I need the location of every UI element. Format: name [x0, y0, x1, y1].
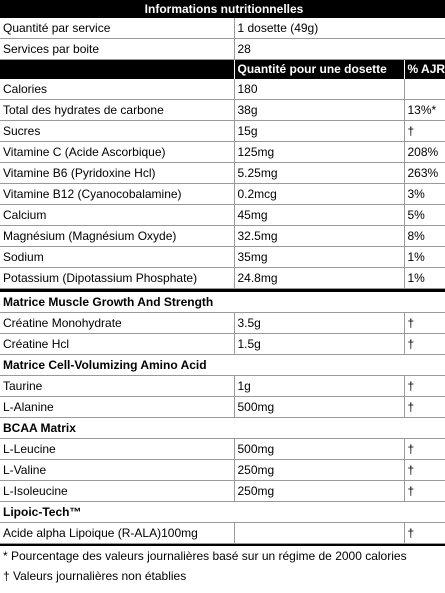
ingredient-ajr: † [404, 439, 445, 460]
ingredient-row [0, 460, 445, 481]
ingredient-ajr: † [404, 523, 445, 544]
nutrient-row [0, 226, 445, 247]
ingredient-row [0, 523, 445, 544]
nutrient-ajr: 13%* [404, 100, 445, 121]
nutrient-row [0, 79, 445, 100]
section-title-row [0, 355, 445, 376]
column-header-row [0, 60, 445, 80]
nutrient-name: Magnésium (Magnésium Oxyde) [0, 226, 234, 247]
ingredient-quantity: 250mg [234, 481, 404, 502]
service-row [0, 18, 445, 39]
nutrient-ajr: 208% [404, 142, 445, 163]
ingredient-ajr: † [404, 313, 445, 334]
nutrient-ajr: 5% [404, 205, 445, 226]
nutrient-ajr [404, 79, 445, 100]
service-label: Services par boite [0, 39, 234, 60]
footnote-ajr-basis: * Pourcentage des valeurs journalières basé sur un régime de 2000 calories [0, 544, 445, 566]
ingredient-row [0, 313, 445, 334]
nutrient-quantity: 180 [234, 79, 404, 100]
section-title: Matrice Muscle Growth And Strength [0, 292, 445, 313]
ingredient-quantity: 500mg [234, 397, 404, 418]
service-row [0, 39, 445, 60]
nutrient-ajr: 263% [404, 163, 445, 184]
nutrient-quantity: 5.25mg [234, 163, 404, 184]
nutrient-name: Vitamine B6 (Pyridoxine Hcl) [0, 163, 234, 184]
column-header-ajr: % AJR [404, 60, 445, 80]
nutrient-quantity: 45mg [234, 205, 404, 226]
ingredient-quantity: 1.5g [234, 334, 404, 355]
nutrient-quantity: 32.5mg [234, 226, 404, 247]
ingredient-quantity [234, 523, 404, 544]
service-value: 28 [234, 39, 445, 60]
ingredient-ajr: † [404, 397, 445, 418]
nutrient-quantity: 38g [234, 100, 404, 121]
nutrient-name: Sodium [0, 247, 234, 268]
ingredient-name: Acide alpha Lipoique (R-ALA)100mg [0, 523, 234, 544]
ingredient-ajr: † [404, 376, 445, 397]
service-value: 1 dosette (49g) [234, 18, 445, 39]
nutrient-ajr: 8% [404, 226, 445, 247]
nutrient-row [0, 205, 445, 226]
ingredient-name: Créatine Hcl [0, 334, 234, 355]
nutrient-name: Calories [0, 79, 234, 100]
nutrient-name: Vitamine C (Acide Ascorbique) [0, 142, 234, 163]
ingredient-row [0, 481, 445, 502]
section-title: Lipoic-Tech™ [0, 502, 445, 523]
nutrient-row [0, 163, 445, 184]
nutrient-quantity: 125mg [234, 142, 404, 163]
ingredient-row [0, 376, 445, 397]
nutrient-name: Potassium (Dipotassium Phosphate) [0, 268, 234, 289]
ingredient-row [0, 439, 445, 460]
nutrient-ajr: 1% [404, 247, 445, 268]
service-label: Quantité par service [0, 18, 234, 39]
ingredient-name: Taurine [0, 376, 234, 397]
nutrient-row [0, 142, 445, 163]
nutrient-quantity: 0.2mcg [234, 184, 404, 205]
ingredient-name: L-Alanine [0, 397, 234, 418]
nutrient-row [0, 247, 445, 268]
footnote-not-established: † Valeurs journalières non établies [3, 569, 187, 583]
nutrient-quantity: 35mg [234, 247, 404, 268]
nutrient-row [0, 121, 445, 142]
nutrient-ajr: 1% [404, 268, 445, 289]
ingredient-quantity: 500mg [234, 439, 404, 460]
section-title-row [0, 292, 445, 313]
ingredient-row [0, 334, 445, 355]
column-header-quantity: Quantité pour une dosette [234, 60, 404, 80]
table-title: Informations nutritionnelles [0, 0, 445, 18]
section-title: Matrice Cell-Volumizing Amino Acid [0, 355, 445, 376]
ingredient-quantity: 3.5g [234, 313, 404, 334]
nutrient-row [0, 184, 445, 205]
section-title: BCAA Matrix [0, 418, 445, 439]
ingredient-quantity: 1g [234, 376, 404, 397]
ingredient-name: L-Isoleucine [0, 481, 234, 502]
column-header-nutrient [0, 60, 234, 80]
ingredient-name: L-Valine [0, 460, 234, 481]
nutrient-ajr: 3% [404, 184, 445, 205]
ingredient-ajr: † [404, 481, 445, 502]
nutrient-quantity: 24.8mg [234, 268, 404, 289]
nutrient-name: Sucres [0, 121, 234, 142]
ingredient-name: L-Leucine [0, 439, 234, 460]
nutrient-row [0, 268, 445, 289]
nutrient-name: Calcium [0, 205, 234, 226]
nutrient-row [0, 100, 445, 121]
nutrient-quantity: 15g [234, 121, 404, 142]
ingredient-ajr: † [404, 460, 445, 481]
nutrient-name: Vitamine B12 (Cyanocobalamine) [0, 184, 234, 205]
ingredient-name: Créatine Monohydrate [0, 313, 234, 334]
section-title-row [0, 502, 445, 523]
section-title-row [0, 418, 445, 439]
ingredient-quantity: 250mg [234, 460, 404, 481]
nutrient-name: Total des hydrates de carbone [0, 100, 234, 121]
ingredient-row [0, 397, 445, 418]
nutrient-ajr: † [404, 121, 445, 142]
ingredient-ajr: † [404, 334, 445, 355]
